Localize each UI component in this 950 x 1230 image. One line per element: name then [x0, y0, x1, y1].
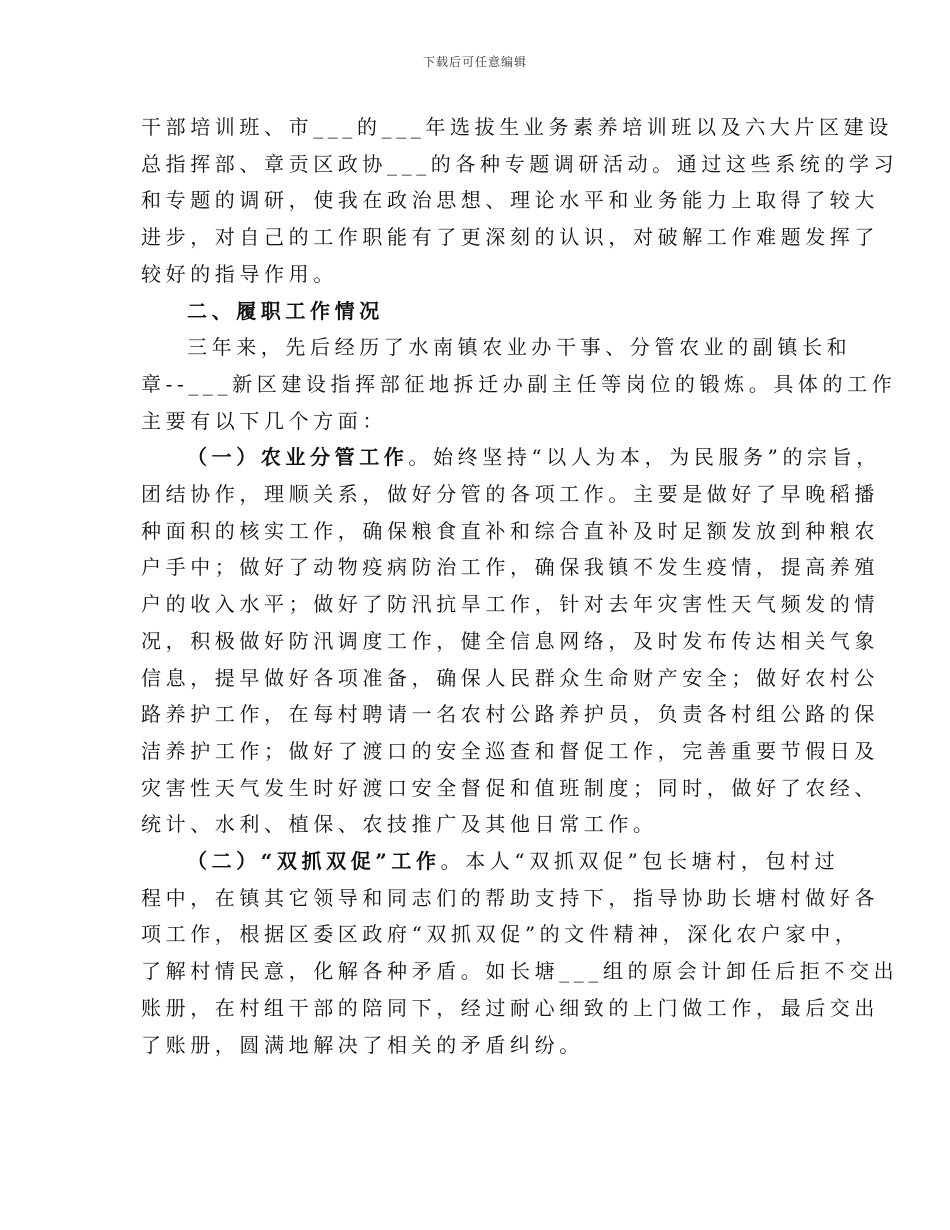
text-line: 了解村情民意，化解各种矛盾。如长塘___组的原会计卸任后拒不交出	[141, 959, 899, 984]
text-line: 主要有以下几个方面：	[141, 408, 387, 433]
lead-text: 。始终坚持“以人为本，为民服务”的宗旨，	[408, 445, 881, 470]
text-line: 总指挥部、章贡区政协___的各种专题调研活动。通过这些系统的学习	[141, 151, 899, 176]
text-line: 章--___新区建设指挥部征地拆迁办副主任等岗位的锻炼。具体的工作	[141, 371, 897, 396]
paragraph-lead-line	[141, 843, 840, 880]
text-line: 较好的指导作用。	[141, 261, 338, 286]
text-line: 种面积的核实工作，确保粮食直补和综合直补及时足额发放到种粮农	[141, 518, 879, 543]
text-line: 团结协作，理顺关系，做好分管的各项工作。主要是做好了早晚稻播	[141, 482, 879, 507]
paragraph-1	[141, 109, 899, 293]
text-line: 干部培训班、市___的___年选拔生业务素养培训班以及六大片区建设	[141, 115, 893, 139]
subsection-title: （二）“双抓双促”工作	[187, 849, 441, 874]
text-line: 三年来，先后经历了水南镇农业办干事、分管农业的副镇长和	[187, 335, 852, 360]
text-line: 户手中；做好了动物疫病防治工作，确保我镇不发生疫情，提高养殖	[141, 555, 879, 580]
document-body	[141, 109, 899, 1063]
paragraph-lead-line	[141, 439, 881, 476]
paragraph-2	[141, 329, 897, 439]
text-line: 统计、水利、植保、农技推广及其他日常工作。	[141, 812, 658, 837]
text-line: 况，积极做好防汛调度工作，健全信息网络，及时发布传达相关气象	[141, 628, 879, 653]
text-line: 户的收入水平；做好了防汛抗旱工作，针对去年灾害性天气频发的情	[141, 592, 879, 617]
text-line: 洁养护工作；做好了渡口的安全巡查和督促工作，完善重要节假日及	[141, 738, 879, 763]
subsection-title: （一）农业分管工作	[187, 445, 409, 470]
text-line: 进步，对自己的工作职能有了更深刻的认识，对破解工作难题发挥了	[141, 225, 879, 250]
text-line: 路养护工作，在每村聘请一名农村公路养护员，负责各村组公路的保	[141, 702, 879, 727]
text-line: 程中，在镇其它领导和同志们的帮助支持下，指导协助长塘村做好各	[141, 885, 879, 910]
text-line: 项工作，根据区委区政府“双抓双促”的文件精神，深化农户家中，	[141, 922, 860, 947]
section-heading: 二、履职工作情况	[187, 298, 384, 323]
text-line: 了账册，圆满地解决了相关的矛盾纠纷。	[141, 1032, 584, 1057]
text-line: 信息，提早做好各项准备，确保人民群众生命财产安全；做好农村公	[141, 665, 879, 690]
text-line: 账册，在村组干部的陪同下，经过耐心细致的上门做工作，最后交出	[141, 995, 879, 1020]
text-line: 灾害性天气发生时好渡口安全督促和值班制度；同时，做好了农经、	[141, 775, 879, 800]
paragraph-3	[141, 439, 881, 843]
paragraph-4	[141, 843, 899, 1063]
text-line: 和专题的调研，使我在政治思想、理论水平和业务能力上取得了较大	[141, 188, 879, 213]
page-header: 下载后可任意编辑	[422, 55, 527, 69]
lead-text: 。本人“双抓双促”包长塘村，包村过	[440, 849, 840, 874]
